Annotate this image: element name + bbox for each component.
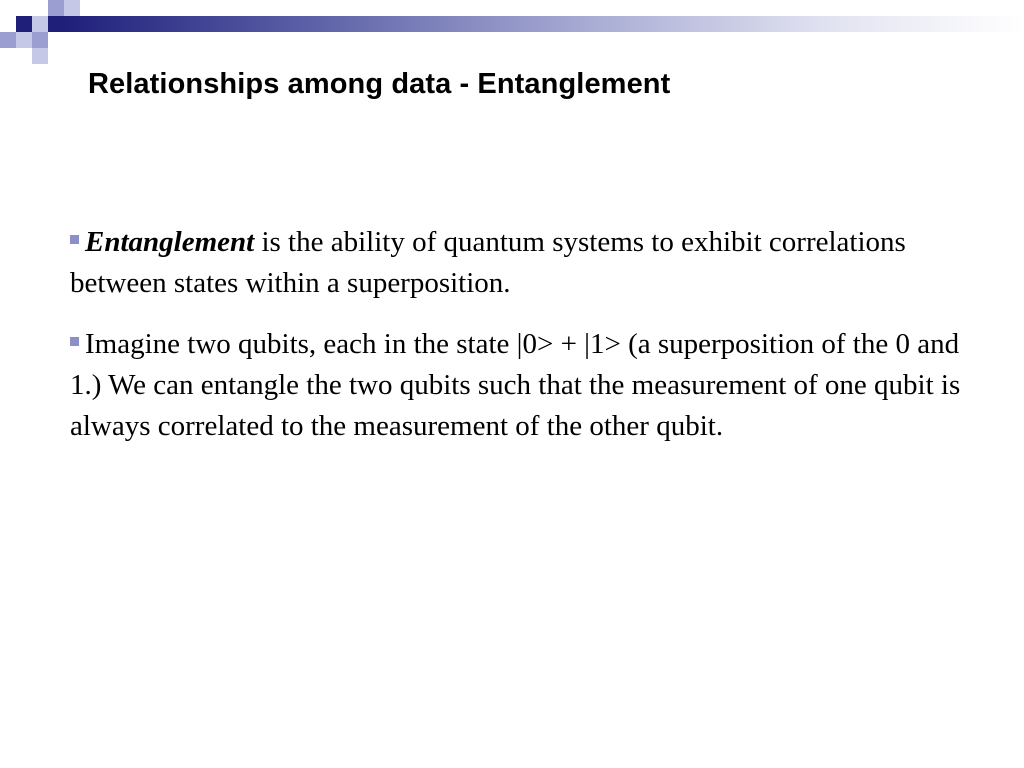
slide-title-main: Relationships among data - bbox=[88, 68, 478, 100]
bullet-text: is the ability of quantum systems to exhibit correlations between states within a superposition. bbox=[70, 226, 906, 299]
title-gradient-bar bbox=[64, 16, 1024, 32]
bullet-item bbox=[70, 324, 970, 447]
slide-title-emphasis: Entanglement bbox=[477, 68, 671, 100]
slide-title bbox=[88, 68, 670, 101]
square-bullet-icon bbox=[70, 337, 79, 346]
square-bullet-icon bbox=[70, 235, 79, 244]
square-pattern-icon bbox=[0, 0, 80, 64]
bullet-text: Imagine two qubits, each in the state |0> + |1> (a superposition of the 0 and 1.) We can entangle the two qubits such that the measurement of one qubit is always correlated to the measurement of the other qubit. bbox=[70, 328, 961, 442]
slide-body bbox=[70, 222, 970, 467]
bullet-term: Entanglement bbox=[85, 226, 255, 258]
bullet-item bbox=[70, 222, 970, 304]
